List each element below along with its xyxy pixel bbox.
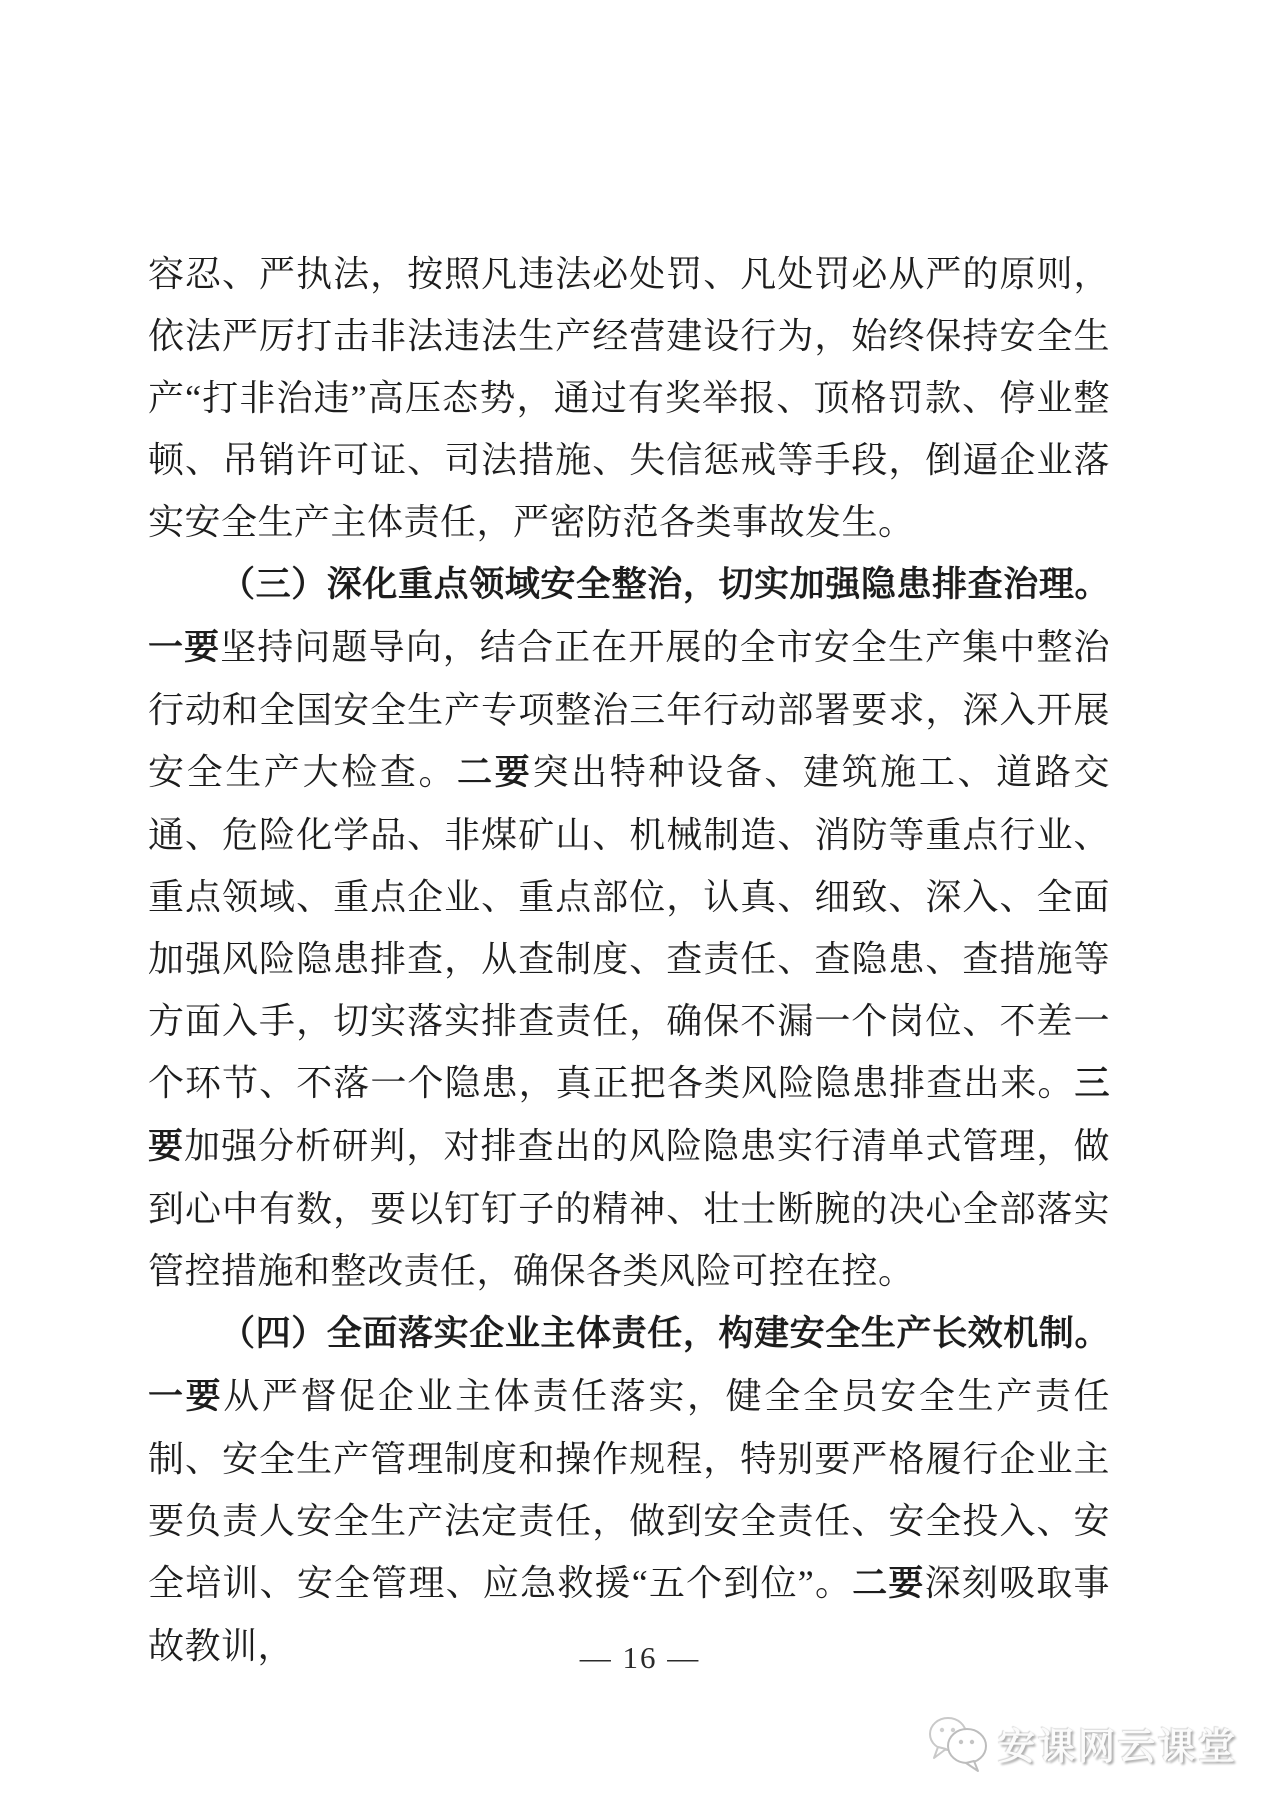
bold-text-segment: 一要 bbox=[148, 1377, 224, 1416]
watermark-label: 安课网云课堂 bbox=[998, 1726, 1238, 1767]
text-segment: 坚持问题导向，结合正在开展的全市安全生产集中整治行动和全国安全生产专项整治三年行动部署要求，深入开展安全生产大检查。 bbox=[148, 627, 1110, 792]
bold-text-segment: （三）深化重点领域安全整治，切实加强隐患排查治理。 bbox=[220, 565, 1110, 604]
bold-text-segment: 三要 bbox=[148, 1064, 1110, 1166]
page-number: — 16 — bbox=[579, 1640, 701, 1675]
paragraph bbox=[148, 243, 1110, 553]
bold-text-segment: 一要 bbox=[148, 628, 221, 667]
text-segment: 加强分析研判，对排查出的风险隐患实行清单式管理，做到心中有数，要以钉钉子的精神、壮士断腕的决心全部落实管控措施和整改责任，确保各类风险可控在控。 bbox=[148, 1126, 1110, 1291]
text-segment: 深刻吸取事故教训， bbox=[148, 1563, 1110, 1666]
text-segment: 从严督促企业主体责任落实，健全全员安全生产责任制、安全生产管理制度和操作规程，特别要严格履行企业主要负责人安全生产法定责任，做到安全责任、安全投入、安全培训、安全管理、应急救援“五个到位”。 bbox=[148, 1376, 1110, 1603]
paragraph bbox=[148, 1302, 1110, 1677]
text-segment: 突出特种设备、建筑施工、道路交通、危险化学品、非煤矿山、机械制造、消防等重点行业、重点领域、重点企业、重点部位，认真、细致、深入、全面加强风险隐患排查，从查制度、查责任、查隐患、查措施等方面入手，切实落实排查责任，确保不漏一个岗位、不差一个环节、不落一个隐患，真正把各类风险隐患排查出来。 bbox=[148, 752, 1110, 1103]
bold-text-segment: 二要 bbox=[457, 753, 533, 792]
bold-text-segment: （四）全面落实企业主体责任，构建安全生产长效机制。 bbox=[220, 1314, 1110, 1353]
text-segment: 容忍、严执法，按照凡违法必处罚、凡处罚必从严的原则，依法严厉打击非法违法生产经营建设行为，始终保持安全生产“打非治违”高压态势，通过有奖举报、顶格罚款、停业整顿、吊销许可证、司法措施、失信惩戒等手段，倒逼企业落实安全生产主体责任，严密防范各类事故发生。 bbox=[148, 254, 1110, 542]
bold-text-segment: 二要 bbox=[852, 1564, 925, 1603]
document-body bbox=[148, 243, 1110, 1677]
wechat-icon bbox=[926, 1712, 990, 1774]
watermark bbox=[926, 1712, 1238, 1774]
paragraph bbox=[148, 553, 1110, 1302]
